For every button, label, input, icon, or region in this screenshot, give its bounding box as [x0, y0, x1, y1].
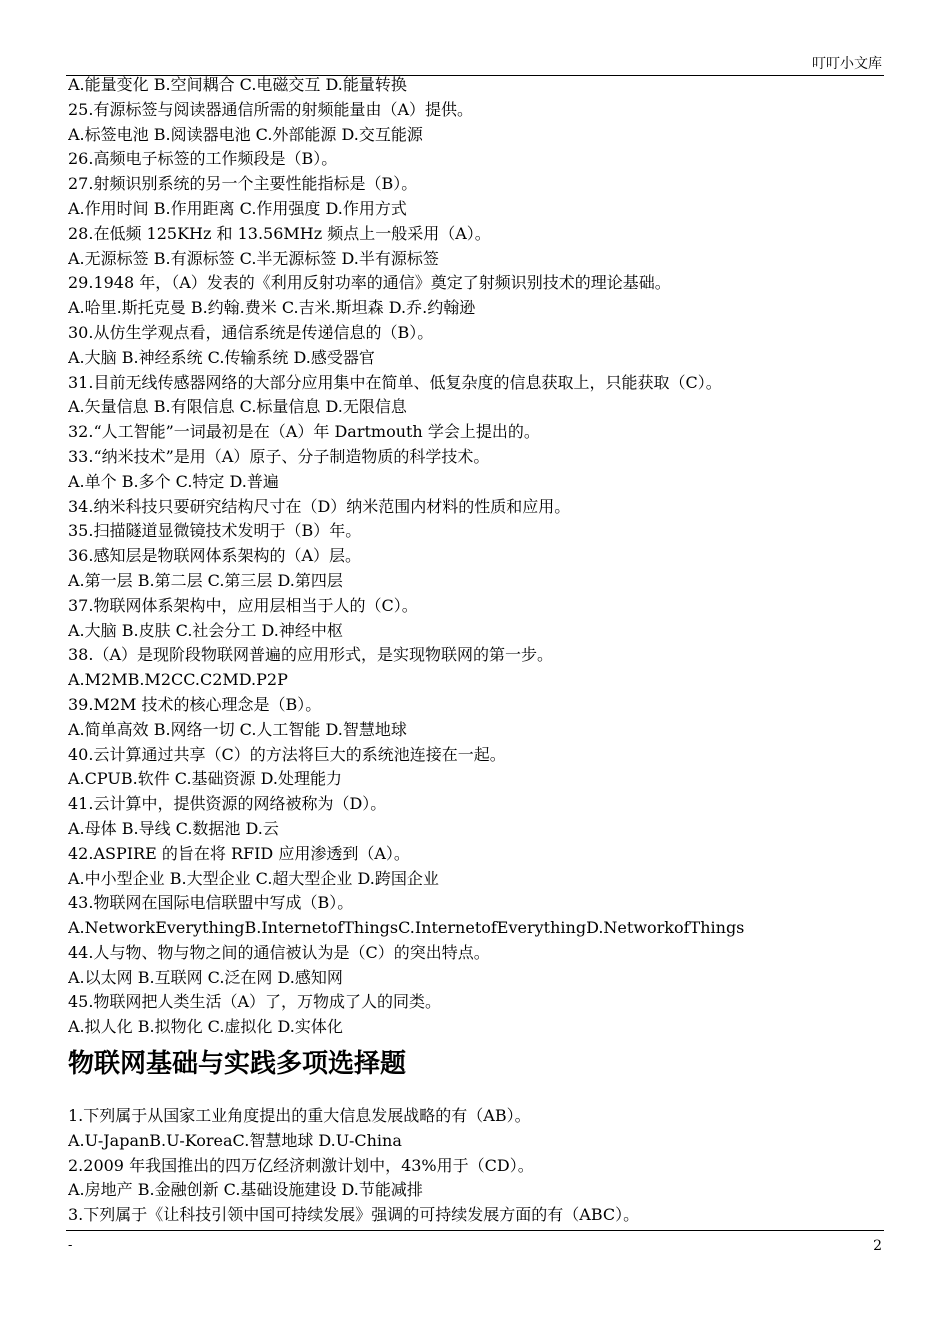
text-line: A.简单高效 B.网络一切 C.人工智能 D.智慧地球: [68, 719, 407, 739]
text-line: 29.1948 年，（A）发表的《利用反射功率的通信》奠定了射频识别技术的理论基础。: [68, 273, 671, 293]
text-line: 2.2009 年我国推出的四万亿经济刺激计划中，43%用于（CD）。: [68, 1155, 534, 1175]
text-line: 36.感知层是物联网体系架构的（A）层。: [68, 546, 362, 566]
text-line: A.哈里.斯托克曼 B.约翰.费米 C.吉米.斯坦森 D.乔.约翰逊: [68, 298, 476, 318]
text-line: 27.射频识别系统的另一个主要性能指标是（B）。: [68, 174, 418, 194]
page-header: [0, 0, 950, 74]
text-line: A.无源标签 B.有源标签 C.半无源标签 D.半有源标签: [68, 248, 439, 268]
question-list-multiple-choice: [68, 1104, 888, 1228]
text-line: A.房地产 B.金融创新 C.基础设施建设 D.节能减排: [68, 1180, 423, 1200]
text-line: A.大脑 B.皮肤 C.社会分工 D.神经中枢: [68, 620, 343, 640]
page-number: 2: [873, 1238, 882, 1254]
text-line: A.以太网 B.互联网 C.泛在网 D.感知网: [68, 967, 343, 987]
text-line: A.大脑 B.神经系统 C.传输系统 D.感受器官: [68, 347, 375, 367]
text-line: A.第一层 B.第二层 C.第三层 D.第四层: [68, 570, 343, 590]
text-line: 3.下列属于《让科技引领中国可持续发展》强调的可持续发展方面的有（ABC）。: [68, 1205, 640, 1225]
page-footer: [0, 1230, 950, 1270]
document-body: [68, 73, 888, 1228]
text-line: 26.高频电子标签的工作频段是（B）。: [68, 149, 338, 169]
text-line: 35.扫描隧道显微镜技术发明于（B）年。: [68, 521, 362, 541]
text-line: 34.纳米科技只要研究结构尺寸在（D）纳米范围内材料的性质和应用。: [68, 496, 571, 516]
text-line: 42.ASPIRE 的旨在将 RFID 应用渗透到（A）。: [68, 843, 410, 863]
header-site-name: 叮叮小文库: [812, 56, 882, 72]
text-line: 39.M2M 技术的核心理念是（B）。: [68, 694, 322, 714]
text-line: 32.“人工智能”一词最初是在（A）年 Dartmouth 学会上提出的。: [68, 422, 540, 442]
text-line: A.矢量信息 B.有限信息 C.标量信息 D.无限信息: [68, 397, 407, 417]
text-line: A.单个 B.多个 C.特定 D.普遍: [68, 471, 279, 491]
footer-divider: [66, 1230, 884, 1231]
text-line: 28.在低频 125KHz 和 13.56MHz 频点上一般采用（A）。: [68, 223, 491, 243]
text-line: A.标签电池 B.阅读器电池 C.外部能源 D.交互能源: [68, 124, 423, 144]
question-list-single-choice: [68, 73, 888, 1040]
text-line: A.拟人化 B.拟物化 C.虚拟化 D.实体化: [68, 1017, 343, 1037]
text-line: A.M2MB.M2CC.C2MD.P2P: [68, 670, 288, 690]
text-line: 30.从仿生学观点看，通信系统是传递信息的（B）。: [68, 322, 434, 342]
text-line: 45.物联网把人类生活（A）了，万物成了人的同类。: [68, 992, 442, 1012]
section-title: 物联网基础与实践多项选择题: [68, 1049, 407, 1080]
text-line: 40.云计算通过共享（C）的方法将巨大的系统池连接在一起。: [68, 744, 506, 764]
text-line: A.中小型企业 B.大型企业 C.超大型企业 D.跨国企业: [68, 868, 439, 888]
text-line: 43.物联网在国际电信联盟中写成（B）。: [68, 893, 354, 913]
text-line: 37.物联网体系架构中，应用层相当于人的（C）。: [68, 595, 418, 615]
text-line: 38.（A）是现阶段物联网普遍的应用形式，是实现物联网的第一步。: [68, 645, 554, 665]
text-line: 1.下列属于从国家工业角度提出的重大信息发展战略的有（AB）。: [68, 1106, 531, 1126]
text-line: A.能量变化 B.空间耦合 C.电磁交互 D.能量转换: [68, 75, 407, 94]
text-line: 25.有源标签与阅读器通信所需的射频能量由（A）提供。: [68, 99, 474, 119]
text-line: A.母体 B.导线 C.数据池 D.云: [68, 818, 279, 838]
text-line: 31.目前无线传感器网络的大部分应用集中在简单、低复杂度的信息获取上，只能获取（C）。: [68, 372, 722, 392]
text-line: A.作用时间 B.作用距离 C.作用强度 D.作用方式: [68, 198, 407, 218]
text-line: 33.“纳米技术”是用（A）原子、分子制造物质的科学技术。: [68, 446, 490, 466]
text-line: A.U-JapanB.U-KoreaC.智慧地球 D.U-China: [68, 1130, 402, 1150]
text-line: 41.云计算中，提供资源的网络被称为（D）。: [68, 794, 387, 814]
text-line: A.CPUB.软件 C.基础资源 D.处理能力: [68, 769, 342, 789]
footer-mark: -: [68, 1238, 73, 1253]
text-line: A.NetworkEverythingB.InternetofThingsC.InternetofEverythingD.NetworkofThings: [68, 918, 745, 938]
text-line: 44.人与物、物与物之间的通信被认为是（C）的突出特点。: [68, 942, 490, 962]
